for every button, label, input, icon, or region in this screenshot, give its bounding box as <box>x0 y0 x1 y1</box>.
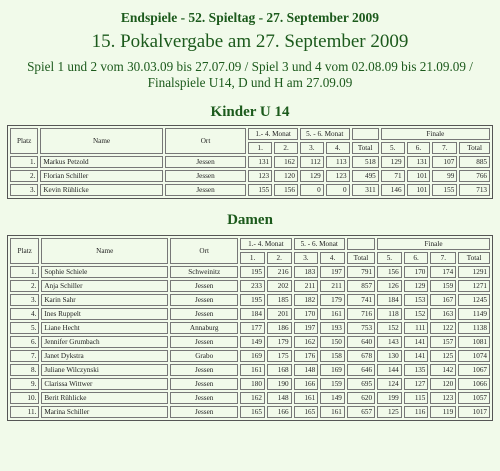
cell-ort: Jessen <box>170 378 238 390</box>
col-header-ort: Ort <box>170 238 238 264</box>
cell-ort: Jessen <box>165 184 247 196</box>
cell-ort: Schweinitz <box>170 266 238 278</box>
cell-game-3: 211 <box>294 280 319 292</box>
cell-game-2: 201 <box>267 308 292 320</box>
schedule-line-2: Finalspiele U14, D und H am 27.09.09 <box>147 75 353 90</box>
cell-ort: Jessen <box>165 170 247 182</box>
cell-platz: 5. <box>10 322 39 334</box>
cell-game-5: 156 <box>377 266 402 278</box>
cell-final-total: 766 <box>459 170 490 182</box>
cell-final-total: 1271 <box>458 280 490 292</box>
cell-final-total: 1074 <box>458 350 490 362</box>
col-header-platz: Platz <box>10 238 39 264</box>
col-header-game-4: 4. <box>326 142 350 154</box>
cell-platz: 2. <box>10 170 38 182</box>
cell-final-total: 1081 <box>458 336 490 348</box>
header-row <box>10 238 490 250</box>
cell-game-5: 71 <box>381 170 405 182</box>
header-row <box>10 128 490 140</box>
cell-game-4: 161 <box>320 308 345 320</box>
cell-total: 716 <box>347 308 375 320</box>
col-header-game-3: 3. <box>300 142 324 154</box>
col-header-game-6: 6. <box>407 142 431 154</box>
cell-total: 741 <box>347 294 375 306</box>
cell-game-4: 169 <box>320 364 345 376</box>
col-header-final-total: Total <box>459 142 490 154</box>
cell-game-4: 150 <box>320 336 345 348</box>
cell-game-7: 122 <box>430 322 456 334</box>
table-row <box>10 308 490 320</box>
col-header-game-5: 5. <box>381 142 405 154</box>
col-header-blank <box>347 238 375 250</box>
cell-game-5: 184 <box>377 294 402 306</box>
table-row <box>10 184 490 196</box>
cell-platz: 10. <box>10 392 39 404</box>
cell-game-3: 165 <box>294 406 319 418</box>
cell-game-6: 101 <box>407 170 431 182</box>
cell-platz: 11. <box>10 406 39 418</box>
cell-game-1: 195 <box>240 294 265 306</box>
cell-game-1: 177 <box>240 322 265 334</box>
col-header-name: Name <box>41 238 168 264</box>
cell-game-7: 167 <box>430 294 456 306</box>
cell-ort: Jessen <box>170 280 238 292</box>
table-row <box>10 156 490 168</box>
page <box>0 9 500 421</box>
cell-game-6: 135 <box>404 364 429 376</box>
cell-game-7: 142 <box>430 364 456 376</box>
cell-ort: Jessen <box>170 364 238 376</box>
cell-game-6: 152 <box>404 308 429 320</box>
cell-name: Berit Rühlicke <box>41 392 168 404</box>
col-header-game-1: 1. <box>240 252 265 264</box>
cell-game-5: 129 <box>381 156 405 168</box>
cell-game-5: 146 <box>381 184 405 196</box>
cell-game-2: 185 <box>267 294 292 306</box>
cell-total: 620 <box>347 392 375 404</box>
cell-game-6: 101 <box>407 184 431 196</box>
col-header-ort: Ort <box>165 128 247 154</box>
cell-game-3: 112 <box>300 156 324 168</box>
cell-game-5: 144 <box>377 364 402 376</box>
cell-total: 640 <box>347 336 375 348</box>
cell-game-5: 152 <box>377 322 402 334</box>
cell-platz: 8. <box>10 364 39 376</box>
cell-game-3: 182 <box>294 294 319 306</box>
cell-total: 311 <box>352 184 379 196</box>
cell-name: Kevin Rühlicke <box>40 184 162 196</box>
col-header-blank <box>352 128 379 140</box>
cell-game-6: 131 <box>407 156 431 168</box>
cell-name: Ines Ruppelt <box>41 308 168 320</box>
cell-game-5: 118 <box>377 308 402 320</box>
cell-platz: 1. <box>10 266 39 278</box>
col-header-finale: Finale <box>381 128 490 140</box>
section-title-damen: Damen <box>227 212 273 228</box>
cell-game-7: 157 <box>430 336 456 348</box>
cell-game-4: 197 <box>320 266 345 278</box>
cell-game-2: 186 <box>267 322 292 334</box>
cell-final-total: 1057 <box>458 392 490 404</box>
cell-platz: 3. <box>10 294 39 306</box>
col-header-game-2: 2. <box>267 252 292 264</box>
cell-name: Sophie Schiele <box>41 266 168 278</box>
cell-game-6: 127 <box>404 378 429 390</box>
cell-name: Marina Schiller <box>41 406 168 418</box>
cell-game-1: 184 <box>240 308 265 320</box>
cell-total: 646 <box>347 364 375 376</box>
cell-total: 753 <box>347 322 375 334</box>
col-header-months-5-6: 5. - 6. Monat <box>300 128 350 140</box>
cell-game-3: 170 <box>294 308 319 320</box>
cell-platz: 2. <box>10 280 39 292</box>
cell-game-2: 162 <box>274 156 298 168</box>
cell-game-5: 124 <box>377 378 402 390</box>
cell-game-7: 119 <box>430 406 456 418</box>
table-row <box>10 280 490 292</box>
cell-game-3: 161 <box>294 392 319 404</box>
cell-game-3: 176 <box>294 350 319 362</box>
col-header-months-1-4: 1.- 4. Monat <box>248 128 298 140</box>
cell-final-total: 885 <box>459 156 490 168</box>
cell-ort: Jessen <box>170 294 238 306</box>
cell-game-2: 190 <box>267 378 292 390</box>
cell-game-7: 123 <box>430 392 456 404</box>
section-title-kinder: Kinder U 14 <box>210 104 290 120</box>
cell-game-2: 166 <box>267 406 292 418</box>
col-header-months-5-6: 5. - 6. Monat <box>294 238 345 250</box>
cell-game-4: 113 <box>326 156 350 168</box>
cell-game-2: 168 <box>267 364 292 376</box>
cell-game-6: 115 <box>404 392 429 404</box>
cell-ort: Jessen <box>170 406 238 418</box>
col-header-game-2: 2. <box>274 142 298 154</box>
cell-game-6: 153 <box>404 294 429 306</box>
col-header-platz: Platz <box>10 128 38 154</box>
col-header-finale: Finale <box>377 238 490 250</box>
cell-total: 518 <box>352 156 379 168</box>
cell-game-6: 129 <box>404 280 429 292</box>
results-table-kinder <box>7 125 493 199</box>
table-row <box>10 392 490 404</box>
cell-game-2: 156 <box>274 184 298 196</box>
cell-game-6: 111 <box>404 322 429 334</box>
cell-game-2: 175 <box>267 350 292 362</box>
cell-ort: Jessen <box>170 336 238 348</box>
col-header-game-7: 7. <box>430 252 456 264</box>
cell-name: Clarissa Wittwer <box>41 378 168 390</box>
cell-game-7: 155 <box>432 184 457 196</box>
col-header-total: Total <box>352 142 379 154</box>
cell-game-7: 159 <box>430 280 456 292</box>
cell-ort: Jessen <box>170 392 238 404</box>
cell-game-5: 126 <box>377 280 402 292</box>
cell-game-7: 163 <box>430 308 456 320</box>
cell-platz: 7. <box>10 350 39 362</box>
cell-game-4: 161 <box>320 406 345 418</box>
cell-platz: 4. <box>10 308 39 320</box>
cell-total: 857 <box>347 280 375 292</box>
table-row <box>10 294 490 306</box>
cell-game-3: 183 <box>294 266 319 278</box>
cell-final-total: 1291 <box>458 266 490 278</box>
table-row <box>10 336 490 348</box>
cell-name: Florian Schiller <box>40 170 162 182</box>
cell-game-2: 179 <box>267 336 292 348</box>
cell-name: Jennifer Grumbach <box>41 336 168 348</box>
cell-name: Markus Petzold <box>40 156 162 168</box>
cell-platz: 6. <box>10 336 39 348</box>
cell-total: 678 <box>347 350 375 362</box>
col-header-months-1-4: 1.- 4. Monat <box>240 238 291 250</box>
cell-game-2: 148 <box>267 392 292 404</box>
col-header-name: Name <box>40 128 162 154</box>
cell-game-1: 155 <box>248 184 272 196</box>
cell-total: 495 <box>352 170 379 182</box>
col-header-game-4: 4. <box>320 252 345 264</box>
col-header-final-total: Total <box>458 252 490 264</box>
col-header-game-6: 6. <box>404 252 429 264</box>
col-header-game-5: 5. <box>377 252 402 264</box>
cell-game-6: 170 <box>404 266 429 278</box>
cell-game-4: 179 <box>320 294 345 306</box>
table-row <box>10 266 490 278</box>
cell-game-1: 165 <box>240 406 265 418</box>
cell-total: 791 <box>347 266 375 278</box>
cell-final-total: 1245 <box>458 294 490 306</box>
cell-final-total: 713 <box>459 184 490 196</box>
table-row <box>10 170 490 182</box>
cell-game-7: 125 <box>430 350 456 362</box>
results-table-damen <box>7 235 493 421</box>
cell-name: Juliane Wilczynski <box>41 364 168 376</box>
cell-game-5: 199 <box>377 392 402 404</box>
col-header-game-7: 7. <box>432 142 457 154</box>
cell-final-total: 1066 <box>458 378 490 390</box>
cell-game-4: 149 <box>320 392 345 404</box>
cell-game-1: 149 <box>240 336 265 348</box>
cell-game-1: 233 <box>240 280 265 292</box>
cell-ort: Jessen <box>170 308 238 320</box>
cell-game-1: 169 <box>240 350 265 362</box>
cell-game-6: 141 <box>404 350 429 362</box>
col-header-game-1: 1. <box>248 142 272 154</box>
cell-game-4: 0 <box>326 184 350 196</box>
cell-game-7: 174 <box>430 266 456 278</box>
cell-platz: 1. <box>10 156 38 168</box>
cell-game-6: 141 <box>404 336 429 348</box>
table-row <box>10 378 490 390</box>
cell-game-4: 159 <box>320 378 345 390</box>
cell-ort: Grabo <box>170 350 238 362</box>
cell-game-3: 148 <box>294 364 319 376</box>
cell-game-4: 193 <box>320 322 345 334</box>
cell-total: 657 <box>347 406 375 418</box>
cell-game-5: 130 <box>377 350 402 362</box>
cell-game-6: 116 <box>404 406 429 418</box>
cell-game-1: 123 <box>248 170 272 182</box>
cell-game-2: 216 <box>267 266 292 278</box>
cell-total: 695 <box>347 378 375 390</box>
cell-platz: 3. <box>10 184 38 196</box>
table-row <box>10 364 490 376</box>
cell-game-5: 125 <box>377 406 402 418</box>
cell-ort: Annaburg <box>170 322 238 334</box>
cell-game-7: 107 <box>432 156 457 168</box>
cell-name: Anja Schiller <box>41 280 168 292</box>
schedule-line-1: Spiel 1 und 2 vom 30.03.09 bis 27.07.09 / Spiel 3 und 4 vom 02.08.09 bis 21.09.09 / <box>27 59 473 74</box>
cell-game-2: 120 <box>274 170 298 182</box>
cell-game-2: 202 <box>267 280 292 292</box>
cell-final-total: 1138 <box>458 322 490 334</box>
cell-final-total: 1067 <box>458 364 490 376</box>
cell-name: Janet Dykstra <box>41 350 168 362</box>
cell-game-3: 166 <box>294 378 319 390</box>
cell-platz: 9. <box>10 378 39 390</box>
cell-game-1: 161 <box>240 364 265 376</box>
cell-game-3: 162 <box>294 336 319 348</box>
cell-ort: Jessen <box>165 156 247 168</box>
cell-game-7: 99 <box>432 170 457 182</box>
cell-game-1: 180 <box>240 378 265 390</box>
cell-game-4: 158 <box>320 350 345 362</box>
table-row <box>10 406 490 418</box>
cell-name: Liane Hecht <box>41 322 168 334</box>
cell-name: Karin Sahr <box>41 294 168 306</box>
cell-game-4: 123 <box>326 170 350 182</box>
cell-final-total: 1149 <box>458 308 490 320</box>
cell-final-total: 1017 <box>458 406 490 418</box>
cell-game-3: 0 <box>300 184 324 196</box>
col-header-game-3: 3. <box>294 252 319 264</box>
cup-title: 15. Pokalvergabe am 27. September 2009 <box>91 31 409 52</box>
table-row <box>10 350 490 362</box>
cell-game-7: 120 <box>430 378 456 390</box>
cell-game-1: 162 <box>240 392 265 404</box>
cell-game-4: 211 <box>320 280 345 292</box>
event-title: Endspiele - 52. Spieltag - 27. September 2009 <box>120 10 380 25</box>
col-header-total: Total <box>347 252 375 264</box>
table-row <box>10 322 490 334</box>
cell-game-5: 143 <box>377 336 402 348</box>
cell-game-1: 131 <box>248 156 272 168</box>
cell-game-1: 195 <box>240 266 265 278</box>
cell-game-3: 197 <box>294 322 319 334</box>
cell-game-3: 129 <box>300 170 324 182</box>
